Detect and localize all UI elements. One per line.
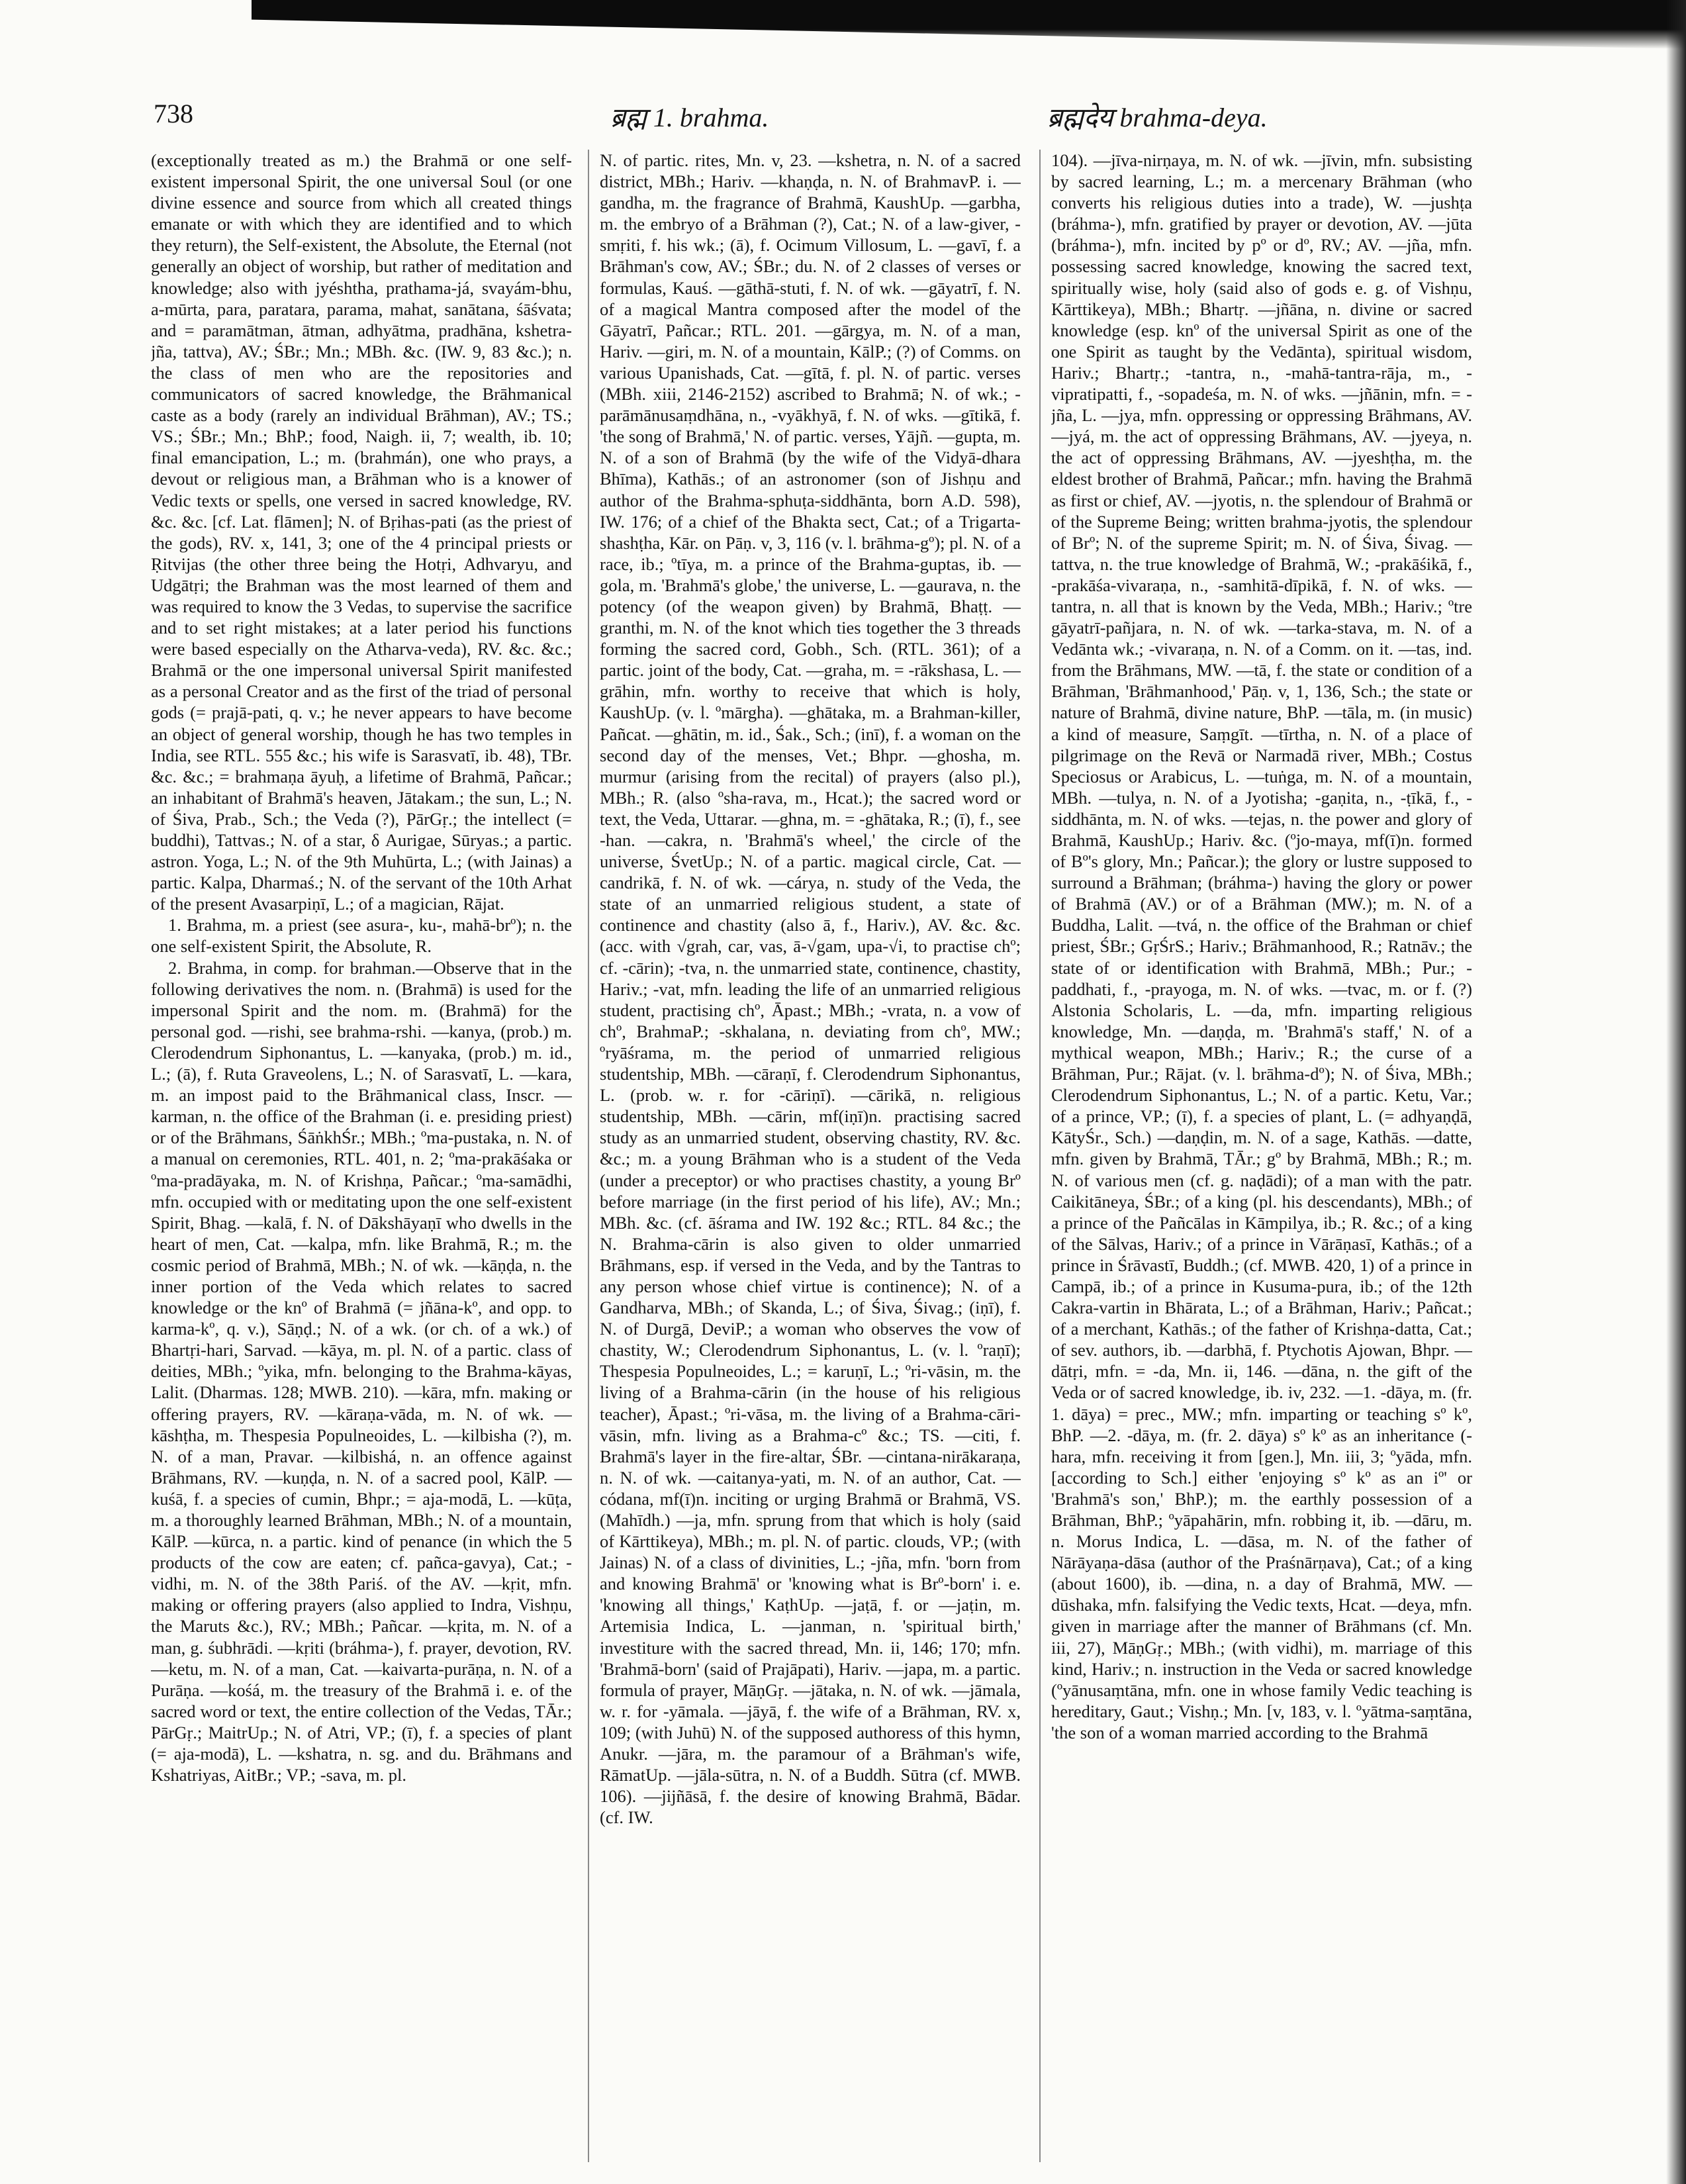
entry-text: 2. Brahma, in comp. for brahman.—Observe that in the following derivatives the nom. n. (Brahmā) is used for the impersonal Spirit and the nom. m. (Brahmā) for the personal god. —rishi, see brahma-rshi. —kanya, (prob.) m. Clerodendrum Siphonantus, L. —kanyaka, (prob.) m. id., L.; (ā), f. Ruta Graveolens, L.; N. of Sarasvatī, L. —kara, m. an impost paid to the Brāhmanical class, Inscr. —karman, n. the office of the Brahman (i. e. presiding priest) or of the Brāhmans, ŚāṅkhŚr.; MBh.; ºma-pustaka, n. N. of a manual on ceremonies, RTL. 401, n. 2; ºma-prakāśaka or ºma-pradāyaka, m. N. of Krishṇa, Pañcar.; ºma-samādhi, mfn. occupied with or meditating upon the one self-existent Spirit, Bhag. —kalā, f. N. of Dākshāyaṇī who dwells in the heart of men, Cat. —kalpa, mfn. like Brahmā, R.; m. the cosmic period of Brahmā, MBh.; N. of wk. —kāṇḍa, n. the inner portion of the Veda which relates to sacred knowledge or the knº of Brahmā (= jñāna-kº, and opp. to karma-kº, q. v.), Sāṇḍ.; N. of a wk. (or ch. of a wk.) of Bhartṛi-hari, Sarvad. —kāya, m. pl. N. of a partic. class of deities, MBh.; ºyika, mfn. belonging to the Brahma-kāyas, Lalit. (Dharmas. 128; MWB. 210). —kāra, mfn. making or offering prayers, RV. —kāraṇa-vāda, m. N. of wk. —kāshṭha, m. Thespesia Populneoides, L. —kilbisha (?), m. N. of a man, Pravar. —kilbishá, n. an offence against Brāhmans, RV. —kuṇḍa, n. N. of a sacred pool, KālP. —kuśā, f. a species of cumin, Bhpr.; = aja-modā, L. —kūṭa, m. a thoroughly learned Brāhman, MBh.; N. of a mountain, KālP. —kūrca, n. a partic. kind of penance (in which the 5 products of the cow are eaten; cf. pañca-gavya), Cat.; -vidhi, m. N. of the 38th Pariś. of the AV. —kṛit, mfn. making or offering prayers (also applied to Indra, Vishṇu, the Maruts &c.), RV.; MBh.; Pañcar. —kṛita, m. N. of a man, g. śubhrādi. —kṛiti (bráhma-), f. prayer, devotion, RV. —ketu, m. N. of a man, Cat. —kaivarta-purāṇa, n. N. of a Purāṇa. —kośá, m. the treasury of the Brahmā i. e. of the sacred word or text, the entire collection of the Vedas, TĀr.; PārGṛ.; MaitrUp.; N. of Atri, VP.; (ī), f. a species of plant (= aja-modā), L. —kshatra, n. sg. and du. Brāhmans and Kshatriyas, AitBr.; VP.; -sava, m. pl.: [151, 957, 572, 1785]
dictionary-column-2: [600, 150, 1021, 2162]
entry-text: 1. Brahma, m. a priest (see asura-, ku-, mahā-brº); n. the one self-existent Spirit, the Absolute, R.: [151, 915, 572, 957]
column-divider: [1039, 150, 1041, 2162]
scan-edge-shadow: [252, 0, 1686, 49]
entry-text: N. of partic. rites, Mn. v, 23. —kshetra, n. N. of a sacred district, MBh.; Hariv. —khaṇḍa, n. N. of BrahmavP. i. —gandha, m. the fragrance of Brahmā, KaushUp. —garbha, m. the embryo of a Brāhman (?), Cat.; N. of a law-giver, -smṛiti, f. his wk.; (ā), f. Ocimum Villosum, L. —gavī, f. a Brāhman's cow, AV.; ŚBr.; du. N. of 2 classes of verses or formulas, Kauś. —gāthā-stuti, f. N. of wk. —gāyatrī, f. N. of a magical Mantra composed after the model of the Gāyatrī, Pañcar.; RTL. 201. —gārgya, m. N. of a man, Hariv. —giri, m. N. of a mountain, KālP.; (?) of Comms. on various Upanishads, Cat. —gītā, f. pl. N. of partic. verses (MBh. xiii, 2146-2152) ascribed to Brahmā; N. of wk.; -parāmānusaṃdhāna, n., -vyākhyā, f. N. of wks. —gītikā, f. 'the song of Brahmā,' N. of partic. verses, Yājñ. —gupta, m. N. of a son of Brahmā (by the wife of the Vidyā-dhara Bhīma), Kathās.; of an astronomer (son of Jishṇu and author of the Brahma-sphuṭa-siddhānta, born A.D. 598), IW. 176; of a chief of the Bhakta sect, Cat.; of a Trigarta-shashṭha, Kār. on Pāṇ. v, 3, 116 (v. l. brāhma-gº); pl. N. of a race, ib.; ºtīya, m. a prince of the Brahma-guptas, ib. —gola, m. 'Brahmā's globe,' the universe, L. —gaurava, n. the potency (of the weapon given) by Brahmā, Bhaṭṭ. —granthi, m. N. of the knot which ties together the 3 threads forming the sacred cord, Gobh., Sch. (RTL. 361); of a partic. joint of the body, Cat. —graha, m. = -rākshasa, L. —grāhin, mfn. worthy to receive that which is holy, KaushUp. (v. l. ºmārgha). —ghātaka, m. a Brahman-killer, Pañcat. —ghātin, m. id., Śak., Sch.; (inī), f. a woman on the second day of the menses, Vet.; Bhpr. —ghosha, m. murmur (arising from the recital) of prayers (also pl.), MBh.; R. (also ºsha-rava, m., Hcat.); the sacred word or text, the Veda, Uttarar. —ghna, m. = -ghātaka, R.; (ī), f., see -han. —cakra, n. 'Brahmā's wheel,' the circle of the universe, ŚvetUp.; N. of a partic. magical circle, Cat. —candrikā, f. N. of wk. —cárya, n. study of the Veda, the state of an unmarried religious student, a state of continence and chastity (also ā, f., Hariv.), AV. &c. &c. (acc. with √grah, car, vas, ā-√gam, upa-√i, to practise chº; cf. -cārin); -tva, n. the unmarried state, continence, chastity, Hariv.; -vat, mfn. leading the life of an unmarried religious student, practising chº, Āpast.; MBh.; -vrata, n. a vow of chº, BrahmaP.; -skhalana, n. deviating from chº, MW.; ºryāśrama, m. the period of unmarried religious studentship, MBh. —cāraṇī, f. Clerodendrum Siphonantus, L. (prob. w. r. for -cāriṇī). —cārikā, n. religious studentship, MBh. —cārin, mf(iṇī)n. practising sacred study as an unmarried student, observing chastity, RV. &c. &c.; m. a young Brāhman who is a student of the Veda (under a preceptor) or who practises chastity, a young Brº before marriage (in the first period of his life), AV.; Mn.; MBh. &c. (cf. āśrama and IW. 192 &c.; RTL. 84 &c.; the N. Brahma-cārin is also given to older unmarried Brāhmans, esp. if versed in the Veda, and by the Tantras to any person whose chief virtue is continence); N. of a Gandharva, MBh.; of Skanda, L.; of Śiva, Śivag.; (iṇī), f. N. of Durgā, DeviP.; a woman who observes the vow of chastity, W.; Clerodendrum Siphonantus, L. (v. l. ºraṇī); Thespesia Populneoides, L.; = karuṇī, L.; ºri-vāsin, m. the living of a Brahma-cārin (in the house of his religious teacher), Āpast.; ºri-vāsa, m. the living of a Brahma-cāri-vāsin, mfn. living as a Brahma-cº &c.; TS. —citi, f. Brahmā's layer in the fire-altar, ŚBr. —cintana-nirākaraṇa, n. N. of wk. —caitanya-yati, m. N. of an author, Cat. —códana, mf(ī)n. inciting or urging Brahmā or Brahmā, VS. (Mahīdh.) —ja, mfn. sprung from that which is holy (said of Kārttikeya), MBh.; m. pl. N. of partic. clouds, VP.; (with Jainas) N. of a class of divinities, L.; -jña, mfn. 'born from and knowing Brahmā' or 'knowing what is Brº-born' i. e. 'knowing all things,' KaṭhUp. —jaṭā, f. or —jaṭin, m. Artemisia Indica, L. —janman, n. 'spiritual birth,' investiture with the sacred thread, Mn. ii, 146; 170; mfn. 'Brahmā-born' (said of Prajāpati), Hariv. —japa, m. a partic. formula of prayer, MāṇGṛ. —jātaka, n. N. of wk. —jāmala, w. r. for -yāmala. —jāyā, f. the wife of a Brāhman, RV. x, 109; (with Juhū) N. of the supposed authoress of this hymn, Anukr. —jāra, m. the paramour of a Brāhman's wife, RāmatUp. —jāla-sūtra, n. N. of a Buddh. Sūtra (cf. MWB. 106). —jijñāsā, f. the desire of knowing Brahmā, Bādar. (cf. IW.: [600, 150, 1021, 1828]
entry-text: (exceptionally treated as m.) the Brahmā or one self-existent impersonal Spirit, the one universal Soul (or one divine essence and source from which all created things emanate or with which they are identified and to which they return), the Self-existent, the Absolute, the Eternal (not generally an object of worship, but rather of meditation and knowledge; also with jyéshtha, prathama-já, svayám-bhu, a-mūrta, para, paratara, parama, mahat, sanātana, śāśvata; and = paramātman, ātman, adhyātma, pradhāna, kshetra-jña, tattva), AV.; ŚBr.; Mn.; MBh. &c. (IW. 9, 83 &c.); n. the class of men who are the repositories and communicators of sacred knowledge, the Brāhmanical caste as a body (rarely an individual Brāhman), AV.; TS.; VS.; ŚBr.; Mn.; BhP.; food, Naigh. ii, 7; wealth, ib. 10; final emancipation, L.; m. (brahmán), one who prays, a devout or religious man, a Brāhman who is a knower of Vedic texts or spells, one versed in sacred knowledge, RV. &c. &c. [cf. Lat. flāmen]; N. of Bṛihas-pati (as the priest of the gods), RV. x, 141, 3; one of the 4 principal priests or Ṛitvijas (the other three being the Hotṛi, Adhvaryu, and Udgātṛi; the Brahman was the most learned of them and was required to know the 3 Vedas, to supervise the sacrifice and to set right mistakes; at a later period his functions were based especially on the Atharva-veda), RV. &c. &c.; Brahmā or the one impersonal universal Spirit manifested as a personal Creator and as the first of the triad of personal gods (= prajā-pati, q. v.; he never appears to have become an object of general worship, though he has two temples in India, see RTL. 555 &c.; his wife is Sarasvatī, ib. 48), TBr. &c. &c.; = brahmaṇa āyuḥ, a lifetime of Brahmā, Pañcar.; an inhabitant of Brahmā's heaven, Jātakam.; the sun, L.; N. of Śiva, Prab., Sch.; the Veda (?), PārGṛ.; the intellect (= buddhi), Tattvas.; N. of a star, δ Aurigae, Sūryas.; a partic. astron. Yoga, L.; N. of the 9th Muhūrta, L.; (with Jainas) a partic. Kalpa, Dharmaś.; N. of the servant of the 10th Arhat of the present Avasarpiṇī, L.; of a magician, Rājat.: [151, 150, 572, 914]
page-header: [154, 93, 1491, 132]
column-divider: [588, 150, 589, 2162]
page-number: 738: [154, 99, 193, 128]
right-headword: ब्रह्मदेय brahma-deya.: [1047, 103, 1268, 132]
scan-binding-shadow: [1666, 0, 1686, 2184]
entry-text: 104). —jīva-nirṇaya, m. N. of wk. —jīvin, mfn. subsisting by sacred learning, L.; m. a mercenary Brāhman (who converts his religious duties into a trade), W. —jushṭa (bráhma-), mfn. gratified by prayer or devotion, AV. —jūta (bráhma-), mfn. incited by pº or dº, RV.; AV. —jña, mfn. possessing sacred knowledge, knowing the sacred text, spiritually wise, holy (said also of gods e. g. of Vishṇu, Kārttikeya), MBh.; Bhartṛ. —jñāna, n. divine or sacred knowledge (esp. knº of the universal Spirit as one of the one Spirit as taught by the Vedānta), spiritual wisdom, Hariv.; Bhartṛ.; -tantra, n., -mahā-tantra-rāja, m., -vipratipatti, f., -sopadeśa, m. N. of wks. —jñānin, mfn. = -jña, L. —jya, mfn. oppressing or oppressing Brāhmans, AV. —jyá, m. the act of oppressing Brāhmans, AV. —jyeya, n. the act of oppressing Brāhmans, AV. —jyeshṭha, m. the eldest brother of Brahmā, Pañcar.; mfn. having the Brahmā as first or chief, AV. —jyotis, n. the splendour of Brahmā or of the Supreme Being; written brahma-jyotis, the splendour of Brº; N. of the supreme Spirit; m. N. of Śiva, Śivag. —tattva, n. the true knowledge of Brahmā, W.; -prakāśikā, f., -prakāśa-vivaraṇa, n., -samhitā-dīpikā, f. N. of wks. —tantra, n. all that is known by the Veda, MBh.; Hariv.; ºtre gāyatrī-pañjara, n. N. of wk. —tarka-stava, m. N. of a Vedānta wk.; -vivaraṇa, n. N. of a Comm. on it. —tas, ind. from the Brāhmans, MW. —tā, f. the state or condition of a Brāhman, 'Brāhmanhood,' Pāṇ. v, 1, 136, Sch.; the state or nature of Brahmā, divine nature, BhP. —tāla, m. (in music) a kind of measure, Saṃgīt. —tīrtha, n. N. of a place of pilgrimage on the Revā or Narmadā river, MBh.; Costus Speciosus or Arabicus, L. —tuṅga, m. N. of a mountain, MBh. —tulya, n. N. of a Jyotisha; -gaṇita, n., -ṭīkā, f., -siddhānta, m. N. of wks. —tejas, n. the power and glory of Brahmā, KaushUp.; Hariv. &c. (ºjo-maya, mf(ī)n. formed of Bº's glory, Mn.; Pañcar.); the glory or lustre supposed to surround a Brāhman; (bráhma-) having the glory or power of Brahmā (AV.) or of a Brāhman (MW.); m. N. of a Buddha, Lalit. —tvá, n. the office of the Brahman or chief priest, ŚBr.; GṛŚrS.; Hariv.; Brāhmanhood, R.; Ratnāv.; the state of or identification with Brahmā, MBh.; Pur.; -paddhati, f., -prayoga, m. N. of wks. —tvac, m. or f. (?) Alstonia Scholaris, L. —da, mfn. imparting religious knowledge, Mn. —daṇḍa, m. 'Brahmā's staff,' N. of a mythical weapon, MBh.; Hariv.; R.; the curse of a Brāhman, Pur.; Rājat. (v. l. brāhma-dº); N. of Śiva, MBh.; Clerodendrum Siphonantus, L.; N. of a partic. Ketu, Var.; of a prince, VP.; (ī), f. a species of plant, L. (= adhyaṇḍā, KātyŚr., Sch.) —daṇḍin, m. N. of a sage, Kathās. —datte, mfn. given by Brahmā, TĀr.; gº by Brahmā, MBh.; R.; m. N. of various men (cf. g. naḍādi); of a man with the patr. Caikitāneya, ŚBr.; of a king (pl. his descendants), MBh.; of a prince of the Pañcālas in Kāmpilya, ib.; R. &c.; of a king of the Sālvas, Hariv.; of a prince in Vārāṇasī, Kathās.; of a prince in Śrāvastī, Buddh.; (cf. MWB. 420, 1) of a prince in Campā, ib.; of a prince in Kusuma-pura, ib.; of the 12th Cakra-vartin in Bhārata, L.; of a Brāhman, Hariv.; Pañcat.; of a merchant, Kathās.; of the father of Krishṇa-datta, Cat.; of sev. authors, ib. —darbhā, f. Ptychotis Ajowan, Bhpr. —dātṛi, mfn. = -da, Mn. ii, 146. —dāna, n. the gift of the Veda or of sacred knowledge, ib. iv, 232. —1. -dāya, m. (fr. 1. dāya) = prec., MW.; mfn. imparting or teaching sº kº, BhP. —2. -dāya, m. (fr. 2. dāya) sº kº as an inheritance (-hara, mfn. receiving it from [gen.], Mn. iii, 3; ºyāda, mfn. [according to Sch.] either 'enjoying sº kº as an iº' or 'Brahmā's son,' BhP.); m. the earthly possession of a Brāhman, BhP.; ºyāpahārin, mfn. robbing it, ib. —dāru, m. n. Morus Indica, L. —dāsa, m. N. of the father of Nārāyaṇa-dāsa (author of the Praśnārṇava), Cat.; of a king (about 1600), ib. —dina, n. a day of Brahmā, MW. —dūshaka, mfn. falsifying the Vedic texts, Hcat. —deya, mfn. given in marriage after the manner of Brāhmans (cf. Mn. iii, 27), MāṇGṛ.; MBh.; (with vidhi), m. marriage of this kind, Hariv.; n. instruction in the Veda or sacred knowledge (ºyānusaṃtāna, mfn. one in whose family Vedic teaching is hereditary, Gaut.; Vishṇ.; Mn. [v, 183, v. l. ºyātma-saṃtāna, 'the son of a woman married according to the Brahmā: [1051, 150, 1472, 1742]
left-headword: ब्रह्म 1. brahma.: [610, 103, 769, 132]
dictionary-column-3: [1051, 150, 1472, 2162]
dictionary-column-1: [151, 150, 572, 2162]
